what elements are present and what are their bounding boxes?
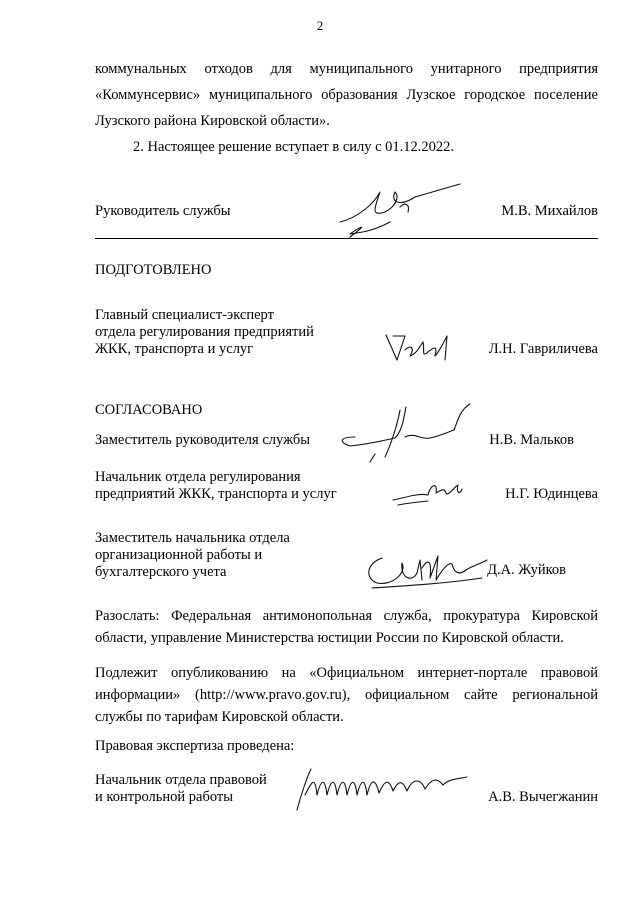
head-role: Руководитель службы (95, 203, 231, 219)
head-divider (95, 238, 598, 239)
signer-3-role-line-2: организационной работы и (95, 547, 263, 563)
intro-line-1: коммунальных отходов для муниципального унитарного предприятия (95, 61, 598, 77)
expertise-name: А.В. Вычегжанин (488, 789, 598, 805)
expertise-role-line-2: и контрольной работы (95, 789, 233, 805)
signer-1-name: Н.В. Мальков (489, 432, 574, 448)
signer-2-role-line-1: Начальник отдела регулирования (95, 469, 301, 485)
intro-line-2: «Коммунсервис» муниципального образования Лузское городское поселение (95, 87, 598, 103)
prepared-name: Л.Н. Гавриличева (488, 341, 598, 357)
signer-3-role (95, 530, 290, 581)
distribution-line-2: области, управление Министерства юстиции России по Кировской области. (95, 630, 564, 646)
distribution-paragraph (95, 605, 598, 649)
signer-2-name: Н.Г. Юдинцева (505, 486, 598, 502)
signer-3-name: Д.А. Жуйков (487, 562, 566, 578)
prepared-role-line-3: ЖКК, транспорта и услуг (95, 341, 254, 357)
prepared-role (95, 307, 314, 358)
publication-line-1: Подлежит опубликованию на «Официальном интернет-портале правовой (95, 665, 598, 681)
prepared-role-line-2: отдела регулирования предприятий (95, 324, 314, 340)
agreed-heading: СОГЛАСОВАНО (95, 402, 203, 418)
expertise-heading: Правовая экспертиза проведена: (95, 738, 295, 754)
prepared-role-line-1: Главный специалист-эксперт (95, 307, 274, 323)
intro-paragraph (95, 56, 598, 134)
publication-line-3: службы по тарифам Кировской области. (95, 709, 344, 725)
page-number: 2 (316, 18, 324, 33)
prepared-heading: ПОДГОТОВЛЕНО (95, 262, 212, 278)
intro-line-3: Лузского района Кировской области». (95, 113, 330, 129)
signer-1-role-line-1: Заместитель руководителя службы (95, 432, 311, 448)
distribution-line-1: Разослать: Федеральная антимонопольная служба, прокуратура Кировской (95, 608, 598, 624)
signer-1-role (95, 432, 310, 449)
head-signature (330, 182, 470, 242)
signer-3-role-line-3: бухгалтерского учета (95, 564, 227, 580)
expertise-role-line-1: Начальник отдела правовой (95, 772, 267, 788)
signer-3-role-line-1: Заместитель начальника отдела (95, 530, 290, 546)
head-name: М.В. Михайлов (501, 203, 598, 219)
publication-line-2: информации» (http://www.pravo.gov.ru), официальном сайте региональной (95, 687, 598, 703)
signer-2-role-line-2: предприятий ЖКК, транспорта и услуг (95, 486, 337, 502)
publication-paragraph (95, 662, 598, 728)
signer-2-role (95, 469, 337, 503)
clause-2: 2. Настоящее решение вступает в силу с 01.12.2022. (133, 139, 455, 155)
expertise-role (95, 772, 267, 806)
